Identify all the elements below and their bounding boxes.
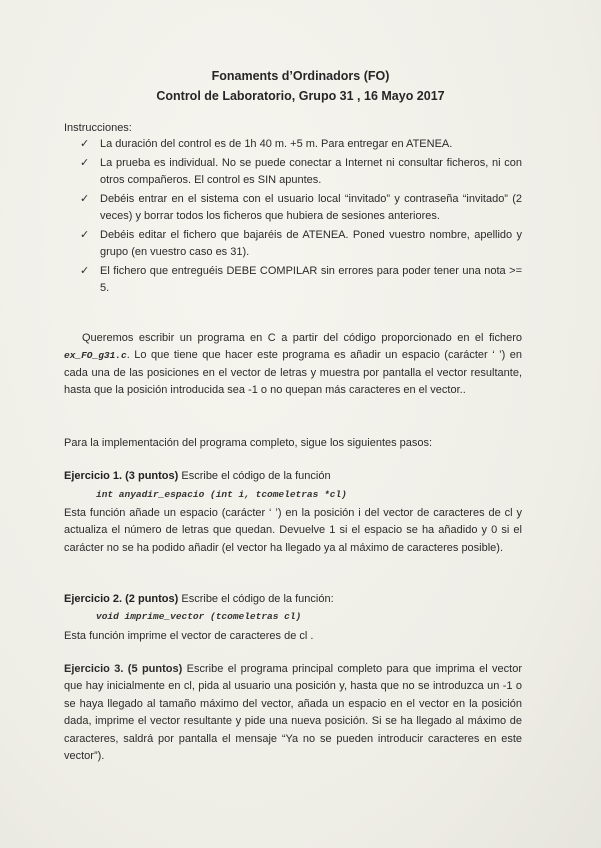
exercise-2-signature: void imprime_vector (tcomeletras cl) [96,611,302,622]
exercise-3-text: Ejercicio 3. (5 puntos) Escribe el programa principal completo para que imprima el vector que hay inicialmente en cl, pida al usuario una posición y, hasta que no se introduzca un -1 o se haya llegado al tamaño máximo del vector, añada un espacio en el vector en la posición dada, imprime el vector resultante y pide una nueva posición. Si se ha llegado al máximo de caracteres, saldrá por pantalla el mensaje “Ya no se pueden introducir caracteres en este vector”). [64,663,522,763]
list-item: ✓ Debéis entrar en el sistema con el usuario local “invitado” y contraseña “invitado” (2 veces) y borrar todos los ficheros que hubiera de sesiones anteriores. [80,192,522,222]
list-item: ✓ El fichero que entreguéis DEBE COMPILAR sin errores para poder tener una nota >= 5. [80,264,522,294]
exercise-2-heading: Ejercicio 2. (2 puntos) Escribe el código de la función: [64,593,334,605]
check-icon: ✓ [80,192,90,205]
task-description: Queremos escribir un programa en C a partir del código proporcionado en el fichero ex_FO_g31.c. Lo que tiene que hacer este programa es añadir un espacio (carácter ‘ ’) en cada una de las posiciones en el vector de letras y muestra por pantalla el vector resultante, hasta que la posición introducida sea -1 o no quepan más caracteres en el vector.. [64,332,522,397]
check-icon: ✓ [80,264,90,277]
steps-intro: Para la implementación del programa completo, sigue los siguientes pasos: [64,437,433,449]
document-title: Fonaments d’Ordinadors (FO) [211,69,390,83]
exercise-2-text: Esta función imprime el vector de caracteres de cl . [64,630,314,642]
instructions-label: Instrucciones: [64,122,132,134]
exercise-3-heading: Ejercicio 3. (5 puntos) [64,663,183,675]
list-item: ✓ La duración del control es de 1h 40 m. +5 m. Para entregar en ATENEA. [80,136,522,154]
exercise-1-signature: int anyadir_espacio (int i, tcomeletras *cl) [96,489,347,500]
file-name: ex_FO_g31.c [64,350,127,362]
exercise-1-heading: Ejercicio 1. (3 puntos) Escribe el código de la función [64,470,331,482]
check-icon: ✓ [80,228,90,241]
check-icon: ✓ [80,138,90,150]
list-item: ✓ Debéis editar el fichero que bajaréis de ATENEA. Poned vuestro nombre, apellido y grupo (en vuestro caso es 31). [80,228,522,258]
exercise-1-text: Esta función añade un espacio (carácter ‘ ’) en la posición i del vector de caracteres de cl y actualiza el número de letras que quedan. Devuelve 1 si el espacio se ha añadido y 0 si el carácter no se ha podido añadir (el vector ha llegado ya al máximo de caracteres posible). [64,507,522,554]
instructions-list [80,136,522,299]
document-subtitle: Control de Laboratorio, Grupo 31 , 16 Mayo 2017 [156,89,445,103]
check-icon: ✓ [80,156,90,169]
list-item: ✓ La prueba es individual. No se puede conectar a Internet ni consultar ficheros, ni con otros compañeros. El control es SIN apuntes. [80,156,522,186]
